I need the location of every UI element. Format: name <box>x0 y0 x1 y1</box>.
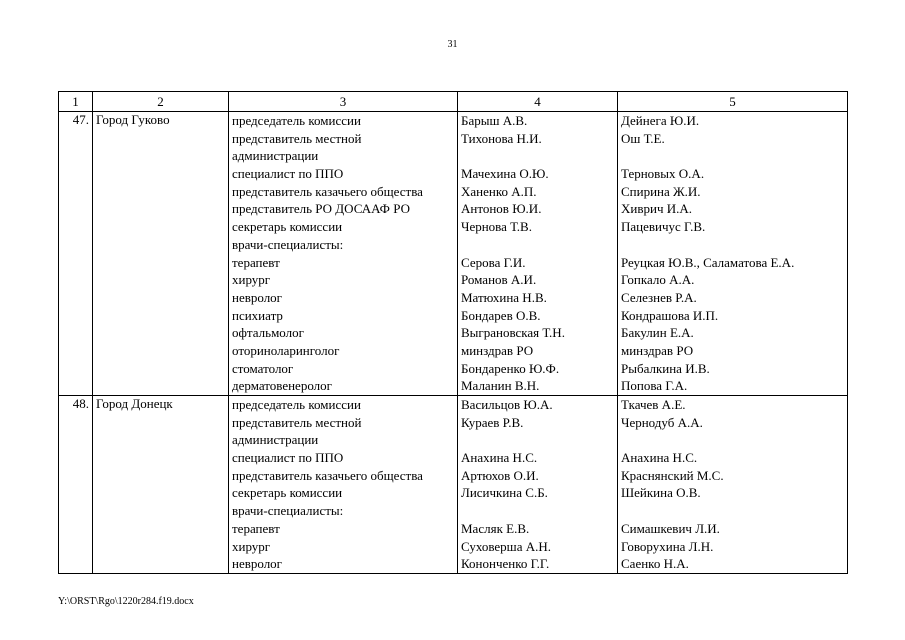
reserve-member-line: Шейкина О.В. <box>621 485 701 501</box>
main-members-cell <box>458 396 618 574</box>
reserve-member-line: Дейнега Ю.И. <box>621 113 700 128</box>
roles-cell <box>229 112 458 396</box>
reserve-member-line: Ош Т.Е. <box>621 130 665 146</box>
reserve-member-line <box>621 502 844 520</box>
reserve-member-line: Анахина Н.С. <box>621 450 698 466</box>
reserve-member-line: Пацевичус Г.В. <box>621 219 706 235</box>
role-line: специалист по ППО <box>232 166 344 182</box>
main-member-line: Масляк Е.В. <box>461 520 530 536</box>
table-body <box>59 112 848 574</box>
header-cell-3: 3 <box>229 92 458 112</box>
role-line: представитель РО ДОСААФ РО <box>232 201 410 217</box>
main-member-line: Артюхов О.И. <box>461 467 539 483</box>
main-member-line: Тихонова Н.И. <box>461 130 542 146</box>
row-number: 47. <box>59 112 93 396</box>
role-line: секретарь комиссии <box>232 485 343 501</box>
reserve-member-line: Бакулин Е.А. <box>621 325 694 341</box>
role-line: врачи-специалисты: <box>232 236 344 252</box>
main-member-line: Васильцов Ю.А. <box>461 397 553 412</box>
role-line: представитель местной <box>232 130 362 146</box>
main-member-line: Выграновская Т.Н. <box>461 325 565 341</box>
reserve-member-line: Говорухина Л.Н. <box>621 538 714 554</box>
main-member-line <box>461 502 614 520</box>
main-member-line: Барыш А.В. <box>461 113 528 128</box>
role-line: специалист по ППО <box>232 450 344 466</box>
reserve-member-line: Селезнев Р.А. <box>621 289 697 305</box>
role-line: стоматолог <box>232 360 294 376</box>
table-row <box>59 396 848 574</box>
main-member-line: Чернова Т.В. <box>461 219 532 235</box>
city-name: Город Донецк <box>93 396 229 574</box>
role-line: представитель казачьего общества <box>232 467 423 483</box>
main-member-line <box>461 147 614 165</box>
reserve-member-line: Гопкало А.А. <box>621 272 695 288</box>
role-line: психиатр <box>232 307 283 323</box>
main-member-line: Серова Г.И. <box>461 254 526 270</box>
role-line: администрации <box>232 432 319 448</box>
header-cell-5: 5 <box>618 92 848 112</box>
reserve-members-cell <box>618 112 848 396</box>
reserve-member-line: минздрав РО <box>621 342 694 358</box>
role-line: невролог <box>232 289 283 305</box>
commission-table <box>58 91 848 574</box>
reserve-member-line: Терновых О.А. <box>621 166 705 182</box>
row-number: 48. <box>59 396 93 574</box>
role-line: дерматовенеролог <box>232 378 332 394</box>
main-member-line: Бондаренко Ю.Ф. <box>461 360 560 376</box>
role-line: председатель комиссии <box>232 113 361 128</box>
main-member-line: Лисичкина С.Б. <box>461 485 548 501</box>
reserve-member-line: Реуцкая Ю.В., Саламатова Е.А. <box>621 254 795 270</box>
main-member-line: Суховерша А.Н. <box>461 538 551 554</box>
reserve-member-line: Краснянский М.С. <box>621 467 724 483</box>
main-member-line: Кураев Р.В. <box>461 414 524 430</box>
reserve-member-line: Саенко Н.А. <box>621 556 689 572</box>
role-line: невролог <box>232 556 283 572</box>
role-line: администрации <box>232 148 319 164</box>
header-cell-1: 1 <box>59 92 93 112</box>
main-member-line: Романов А.И. <box>461 272 537 288</box>
main-member-line: Матюхина Н.В. <box>461 289 547 305</box>
role-line: секретарь комиссии <box>232 219 343 235</box>
page-number: 31 <box>447 39 458 50</box>
reserve-member-line: Ткачев А.Е. <box>621 397 686 412</box>
reserve-member-line <box>621 431 844 449</box>
main-member-line: Ханенко А.П. <box>461 183 537 199</box>
city-name: Город Гуково <box>93 112 229 396</box>
reserve-member-line <box>621 236 844 254</box>
file-path-footer: Y:\ORST\Rgo\1220r284.f19.docx <box>58 596 194 607</box>
role-line: офтальмолог <box>232 325 304 341</box>
main-member-line: Бондарев О.В. <box>461 307 541 323</box>
role-line: председатель комиссии <box>232 397 361 412</box>
role-line: представитель казачьего общества <box>232 183 423 199</box>
reserve-member-line: Чернодуб А.А. <box>621 414 703 430</box>
role-line: врачи-специалисты: <box>232 503 344 519</box>
roles-cell <box>229 396 458 574</box>
reserve-member-line: Хиврич И.А. <box>621 201 693 217</box>
header-cell-2: 2 <box>93 92 229 112</box>
role-line: хирург <box>232 538 271 554</box>
main-member-line: Анахина Н.С. <box>461 450 538 466</box>
reserve-member-line: Рыбалкина И.В. <box>621 360 710 376</box>
reserve-members-cell <box>618 396 848 574</box>
main-member-line: минздрав РО <box>461 342 534 358</box>
main-members-cell <box>458 112 618 396</box>
main-member-line <box>461 431 614 449</box>
main-member-line: Кононченко Г.Г. <box>461 556 550 572</box>
role-line: терапевт <box>232 520 280 536</box>
role-line: представитель местной <box>232 414 362 430</box>
role-line: оториноларинголог <box>232 342 340 358</box>
reserve-member-line <box>621 147 844 165</box>
role-line: терапевт <box>232 254 280 270</box>
header-row <box>59 92 848 112</box>
reserve-member-line: Кондрашова И.П. <box>621 307 719 323</box>
header-cell-4: 4 <box>458 92 618 112</box>
reserve-member-line: Симашкевич Л.И. <box>621 520 720 536</box>
main-member-line: Антонов Ю.И. <box>461 201 542 217</box>
reserve-member-line: Попова Г.А. <box>621 378 688 394</box>
table-row <box>59 112 848 396</box>
main-member-line <box>461 236 614 254</box>
role-line: хирург <box>232 272 271 288</box>
reserve-member-line: Спирина Ж.И. <box>621 183 701 199</box>
main-member-line: Маланин В.Н. <box>461 378 540 394</box>
main-member-line: Мачехина О.Ю. <box>461 166 549 182</box>
